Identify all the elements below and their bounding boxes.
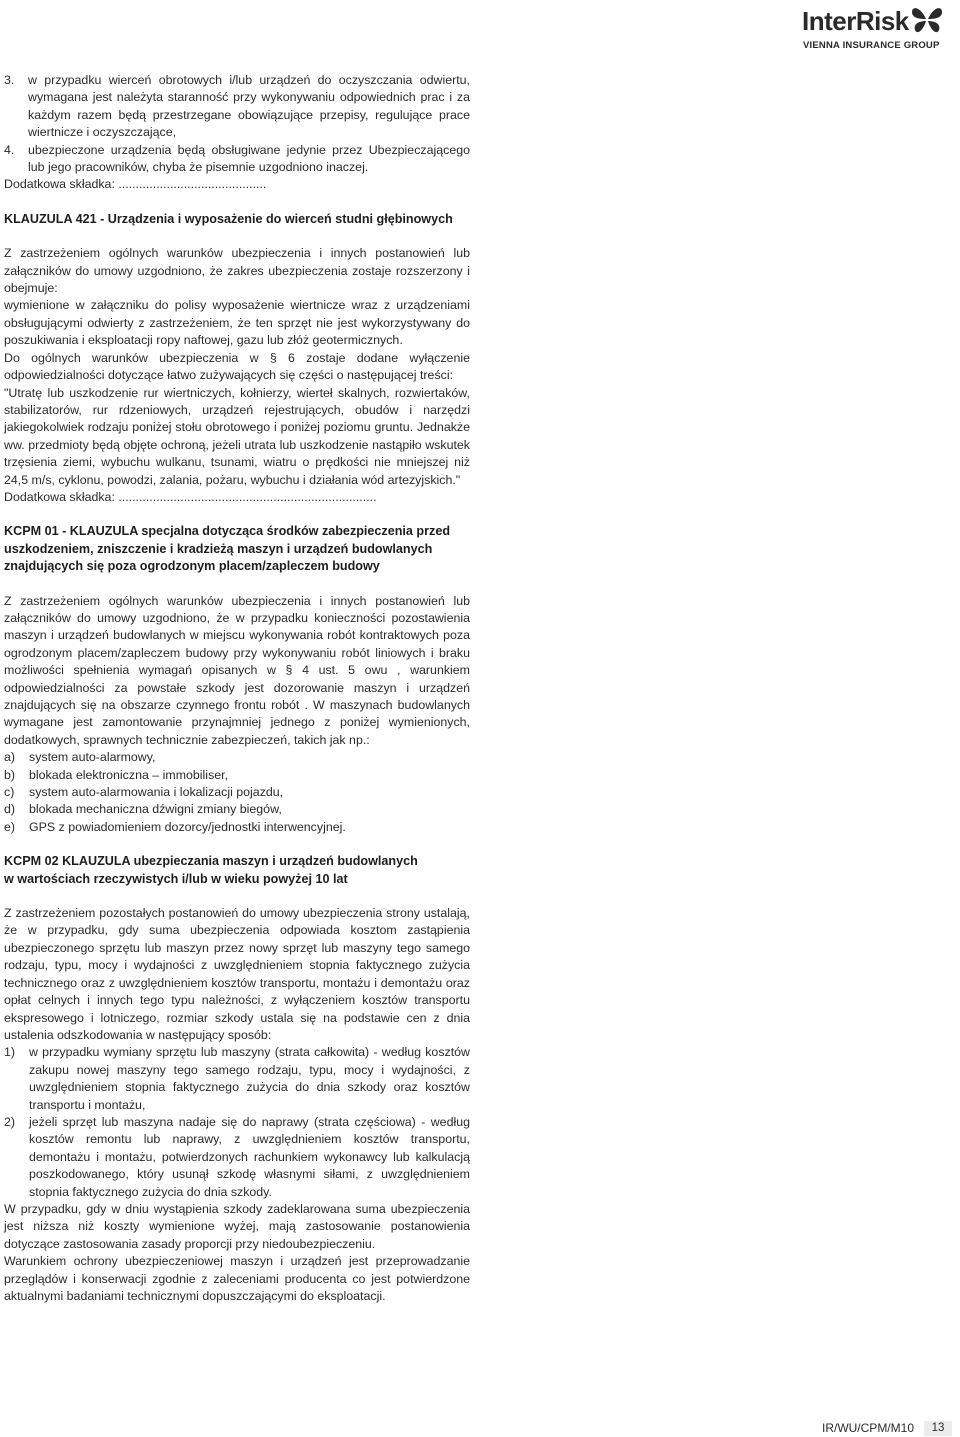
list-letter: b) [4,767,16,782]
paragraph: Z zastrzeżeniem pozostałych postanowień do umowy ubezpieczenia strony ustalają, że w przypadku, gdy suma ubezpieczenia odpowiada kosztom zastąpienia ubezpieczonego sprzętu lub maszyn przez nowy sprzęt lub maszyny tego samego rodzaju, typu, mocy i wydajności z uwzględnieniem stopnia faktycznego zużycia technicznego oraz z uwzględnieniem kosztów transportu, montażu i demontażu oraz opłat celnych i innych tego typu należności, z wyłączeniem kosztów transportu ekspresowego i lotniczego, rozmiar szkody ustala się na podstawie cen z dnia ustalenia odszkodowania w następujący sposób: [4,906,470,1042]
list-letter: e) [4,819,16,834]
list-letter: d) [4,802,16,817]
kcpm02-title-line-1: KCPM 02 KLAUZULA ubezpieczania maszyn i urządzeń budowlanych [4,854,418,869]
list-number: 1) [4,1045,16,1060]
logo-wordmark: InterRisk [802,6,909,36]
document-code: IR/WU/CPM/M10 [821,1421,914,1435]
list-text: system auto-alarmowania i lokalizacji pojazdu, [29,785,284,800]
clause-421-title: KLAUZULA 421 - Urządzenia i wyposażenie do wierceń studni głębinowych [4,211,453,226]
list-item [4,1044,470,1114]
paragraph: Warunkiem ochrony ubezpieczeniowej maszyn i urządzeń jest przeprowadzanie przeglądów i konserwacji zgodnie z zaleceniami producenta co jest potwierdzone aktualnymi badaniami technicznymi dopuszczającymi do eksploatacji. [4,1254,470,1303]
list-text: jeżeli sprzęt lub maszyna nadaje się do naprawy (strata częściowa) - według kosztów remontu lub naprawy, z uwzględnieniem kosztów transportu, demontażu i montażu, potwierdzonych rachunkiem wykonawcy lub kalkulacją poszkodowanego, który usunął szkodę własnymi siłami, z uwzględnieniem stopnia faktycznego zużycia do dnia szkody. [29,1114,470,1199]
list-text: blokada mechaniczna dźwigni zmiany biegów, [29,802,282,817]
kcpm01-title: KCPM 01 - KLAUZULA specjalna dotycząca środków zabezpieczenia przed uszkodzeniem, zniszczenie i kradzieżą maszyn i urządzeń budowlanych znajdujących się poza ogrodzonym placem/zapleczem budowy [4,524,451,574]
paragraph: Z zastrzeżeniem ogólnych warunków ubezpieczenia i innych postanowień lub załączników do umowy uzgodniono, że zakres ubezpieczenia zostaje rozszerzony i obejmuje: [4,246,470,296]
additional-premium: Dodatkowa składka: ........................................... [4,177,267,192]
list-text: blokada elektroniczna – immobiliser, [29,767,229,782]
kcpm02-title [4,853,470,888]
list-item [4,142,470,177]
paragraph: Do ogólnych warunków ubezpieczenia w § 6 zostaje dodane wyłączenie odpowiedzialności dotyczące łatwo zużywających się części o następującej treści: [4,350,470,383]
list-text: w przypadku wymiany sprzętu lub maszyny (strata całkowita) - według kosztów zakupu nowej maszyny tego samego rodzaju, typu, mocy i wydajności, z uwzględnieniem stopnia faktycznego zużycia do dnia szkody oraz kosztów transportu i montażu, [29,1045,470,1112]
list-item [4,819,470,836]
list-item [4,749,470,766]
list-text: system auto-alarmowy, [29,750,156,765]
list-item [4,72,470,142]
logo-tagline: VIENNA INSURANCE GROUP [803,40,940,51]
paragraph: wymienione w załączniku do polisy wyposażenie wiertnicze wraz z urządzeniami obsługującymi odwierty z zastrzeżeniem, że ten sprzęt nie jest wykorzystywany do poszukiwania i eksploatacji ropy naftowej, gazu lub złóż geotermicznych. [4,298,470,348]
list-text: w przypadku wierceń obrotowych i/lub urządzeń do oczyszczania odwiertu, wymagana jest należyta staranność przy wykonywaniu odpowiednich prac i za każdym razem będą przestrzegane obowiązujące przepisy, regulujące prace wiertnicze i oczyszczające, [28,73,470,140]
list-item [4,784,470,801]
list-number: 3. [4,73,15,87]
paragraph: W przypadku, gdy w dniu wystąpienia szkody zadeklarowana suma ubezpieczenia jest niższa niż koszty wymienione wyżej, mają zastosowanie postanowienia dotyczące zastosowania zasady proporcji przy niedoubezpieczeniu. [4,1201,470,1251]
additional-premium: Dodatkowa składka: ........................................................................... [4,489,377,504]
butterfly-icon [910,2,944,36]
list-text: ubezpieczone urządzenia będą obsługiwane jedynie przez Ubezpieczającego lub jego pracowników, chyba że pisemnie uzgodniono inaczej. [28,142,470,175]
list-text: GPS z powiadomieniem dozorcy/jednostki interwencyjnej. [29,819,346,834]
list-item [4,1114,470,1201]
list-letter: a) [4,750,16,765]
list-letter: c) [4,785,15,800]
paragraph: "Utratę lub uszkodzenie rur wiertniczych, kołnierzy, wierteł skalnych, rozwiertaków, stabilizatorów, rur rdzeniowych, urządzeń rejestrujących, obudów i narzędzi jakiegokolwiek rodzaju poniżej stołu obrotowego i poniżej poziomu gruntu. Jednakże ww. przedmioty będą objęte ochroną, jeżeli utrata lub uszkodzenie nastąpiło wskutek trzęsienia ziemi, wybuchu wulkanu, tsunami, wiatru o prędkości nie mniejszej niż 24,5 m/s, cyklonu, powodzi, zalania, pożaru, wybuchu i działania wód artezyjskich." [4,385,470,487]
paragraph: Z zastrzeżeniem ogólnych warunków ubezpieczenia i innych postanowień lub załączników do umowy uzgodniono, że w przypadku konieczności pozostawienia maszyn i urządzeń budowlanych w miejscu wykonywania robót kontraktowych poza ogrodzonym placem/zapleczem budowy przy wykonywaniu robót liniowych i braku możliwości spełnienia wymagań opisanych w § 4 ust. 5 owu , warunkiem odpowiedzialności za powstałe szkody jest dozorowanie maszyn i urządzeń znajdujących się na obszarze czynnego frontu robót . W maszynach budowlanych wymagane jest zamontowanie przynajmniej jednego z poniżej wymienionych, dodatkowych, sprawnych technicznie zabezpieczeń, takich jak np.: [4,593,470,747]
list-item [4,801,470,818]
kcpm02-title-line-2: w wartościach rzeczywistych i/lub w wieku powyżej 10 lat [4,871,348,886]
document-body [4,72,470,1305]
list-item [4,767,470,784]
page-number: 13 [924,1421,952,1436]
list-number: 2) [4,1114,16,1129]
interrisk-logo [802,2,952,52]
list-number: 4. [4,142,15,157]
